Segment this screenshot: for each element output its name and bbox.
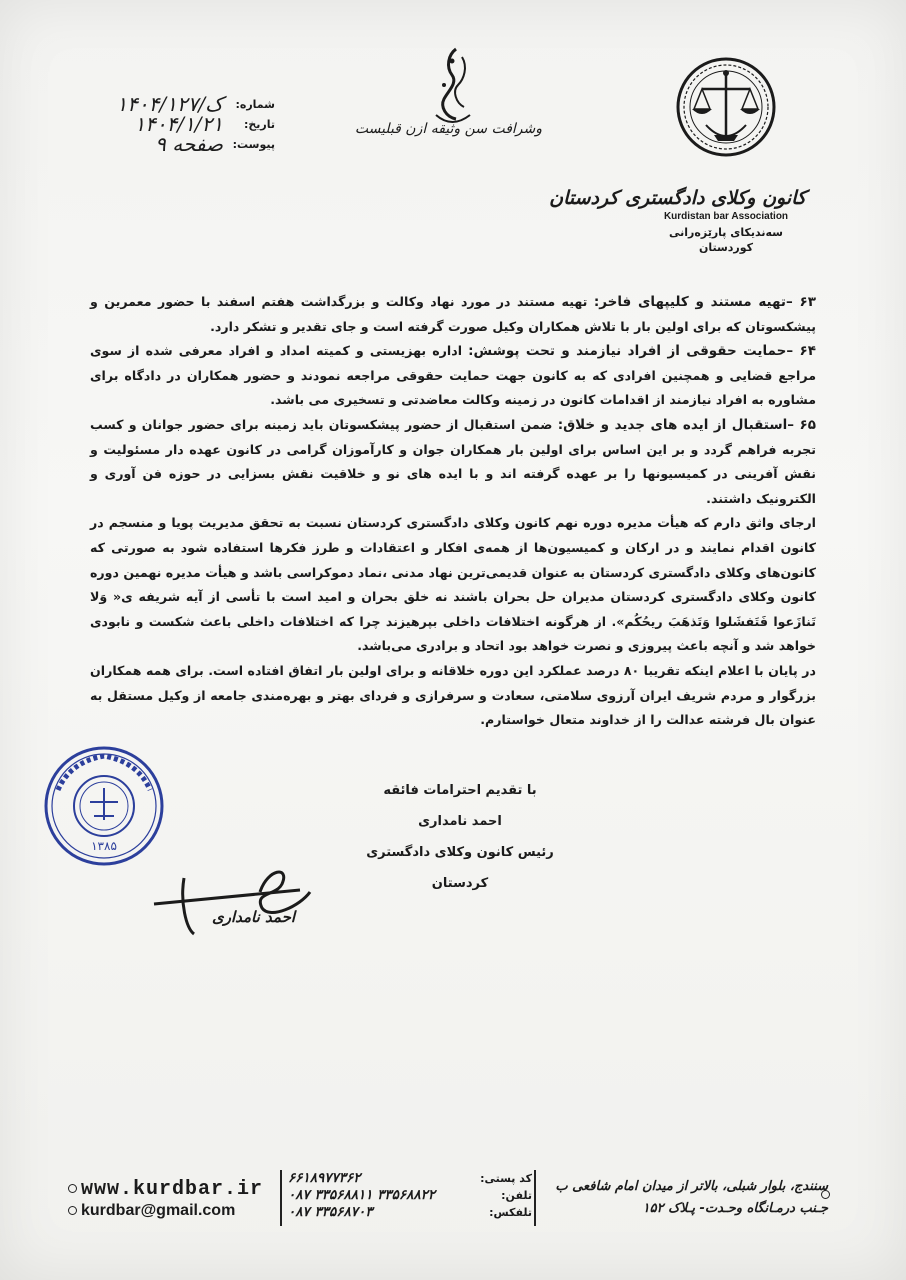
org-name-kurdish bbox=[646, 225, 806, 255]
address-bullet-icon bbox=[821, 1190, 830, 1199]
org-name-kurdish-line1: سەندیکای پارێزەرانی bbox=[669, 226, 783, 239]
date-label: تاریخ: bbox=[243, 118, 275, 131]
closing-regards: با تقدیم احترامات فائقه bbox=[383, 783, 537, 798]
paragraph-64 bbox=[90, 339, 816, 413]
calligraphy-emblem bbox=[354, 45, 542, 155]
official-stamp-icon bbox=[40, 742, 168, 870]
item-text-64: اداره بهزیستی و کمیته امداد و افراد معرفی شده از سوی مراجع قضایی و همچنین افرادی که به کانون جهت حمایت حقوقی مراجعه نمودند و حضور همکاران در دادگاه برای مشاوره به افراد نیازمند از اقدامات کانون در زمینه وکالت معاضدتی و تسخیری می باشد. bbox=[90, 343, 816, 408]
postal-code-label: کد پستی: bbox=[480, 1172, 532, 1185]
signer-name: احمد نامداری bbox=[418, 814, 502, 829]
attachment-label: پیوست: bbox=[232, 138, 275, 151]
website-link[interactable]: www.kurdbar.ir bbox=[81, 1178, 264, 1201]
attachment-row bbox=[85, 132, 275, 156]
contact-labels bbox=[452, 1170, 532, 1221]
fax-label: تلفکس: bbox=[489, 1206, 532, 1219]
email-line bbox=[68, 1202, 235, 1220]
stamp-year: ۱۳۸۵ bbox=[91, 839, 117, 853]
paragraph-hope: ارجای واثق دارم که هیأت مدیره دوره نهم کانون وکلای دادگستری کردستان نسبت به تحقق مدیریت پویا و منسجم در کانون اقدام نمایند و در ارکان و کمیسیون‌ها از همه‌ی افکار و اعتقادات و طرز فکرها استفاده شود به صورتی که کانون‌های وکلای دادگستری کردستان به عنوان قدیمی‌ترین نهاد مدنی ،نماد دموکراسی باشد و هیأت مدیره نهمین دوره کانون وکلای دادگستری کردستان مدیران حل بحران باشند نه خلق بحران و امید است با تأسی از آیه شریفه ی« وَلا تَنازَعوا فَتَفشَلوا وَتَذهَبَ ريحُكُم». از هرگونه اختلافات داخلی بپرهیزند چرا که اختلافات داخلی باعث شکست و نابودی خواهد شد و آنچه باعث پیروزی و نصرت خواهد بود اتحاد و برادری می‌باشد. bbox=[90, 515, 816, 654]
email-link[interactable]: kurdbar@gmail.com bbox=[81, 1202, 236, 1219]
handwritten-signature-icon bbox=[150, 862, 330, 942]
letter-body bbox=[90, 290, 816, 733]
fax-value: ۰۸۷ ۳۳۵۶۸۷۰۳ bbox=[288, 1204, 373, 1220]
paragraph-63 bbox=[90, 290, 816, 339]
item-heading-63: تهیه مستند و کلیپهای فاخر: bbox=[593, 294, 786, 310]
item-text-65: ضمن استقبال از حضور پیشکسوتان باید زمینه برای حضور جوانان و کسب تجربه فراهم گردد و بر این اساس برای اولین بار همکاران جوان و کارآموزان گرامی در کانون عهده دار مسئولیت و نقش آفرینی در کمیسیونها را بر عهده گرفته اند و با ایده های نو و خلاقیت نقش بسزایی در حوزه فن آوری و الکترونیک داشتند. bbox=[90, 416, 816, 506]
item-heading-64: حمایت حقوقی از افراد نیازمند و تحت پوشش: bbox=[468, 343, 787, 360]
org-name-kurdish-line2: کوردستان bbox=[698, 241, 754, 254]
website-line bbox=[68, 1178, 263, 1201]
address-line-1: سنندج، بلوار شبلی، بالاتر از میدان امام شافعی ب bbox=[555, 1179, 828, 1194]
paragraph-65 bbox=[90, 413, 816, 511]
email-bullet-icon bbox=[68, 1206, 77, 1215]
postal-code-value: ۶۶۱۸۹۷۷۳۶۲ bbox=[288, 1170, 361, 1186]
website-bullet-icon bbox=[68, 1184, 77, 1193]
closing-block bbox=[360, 775, 560, 899]
address-block bbox=[538, 1176, 828, 1220]
association-logo-block bbox=[549, 55, 806, 255]
signer-title: رئیس کانون وکلای دادگستری کردستان bbox=[366, 845, 554, 891]
emblem-motto: وشرافت سن وثیقه ازن قبلیست bbox=[354, 121, 542, 137]
org-name-persian: کانون وکلای دادگستری کردستان bbox=[549, 187, 806, 209]
footer-divider-left bbox=[280, 1170, 282, 1226]
scales-of-justice-logo-icon bbox=[674, 55, 778, 159]
item-heading-65: استقبال از ایده های جدید و خلاق: bbox=[557, 416, 788, 433]
item-number-65: ۶۵ – bbox=[787, 416, 817, 433]
attachment-value: صفحه ۹ bbox=[155, 132, 223, 156]
number-value: ۱۴۰۴/ک/۱۲۷ bbox=[116, 92, 223, 116]
number-label: شماره: bbox=[235, 98, 275, 111]
footer-divider-right bbox=[534, 1170, 536, 1226]
item-number-63: ۶۳ – bbox=[786, 294, 816, 310]
item-text-63: تهیه مستند در مورد نهاد وکالت و بزرگداشت هفتم اسفند با حضور معمرین و پیشکسوتان که برای اولین بار با تلاش همکاران وکیل صورت گرفته است و جای تقدیر و تشکر دارد. bbox=[90, 294, 816, 334]
signature-handwritten-name: احمد نامداری bbox=[212, 908, 296, 926]
address-line-2: جـنب درمـانگاه وحـدت- پـلاک ۱۵۲ bbox=[642, 1201, 828, 1216]
paragraph-closing: در پایان با اعلام اینکه تقریبا ۸۰ درصد عملکرد این دوره خلاقانه و برای اولین بار اتفاق افتاده است. برای همه همکاران بزرگوار و مردم شریف ایران آرزوی سلامتی، سعادت و سرفرازی و فردای بهتر و بهره‌مندی جامعه از وکیل مستقل به عنوان بال فرشته عدالت را از خداوند متعال خواستارم. bbox=[90, 662, 816, 728]
letterhead-footer bbox=[60, 1170, 840, 1226]
date-value: ۱۴۰۴/۱/۲۱ bbox=[134, 112, 223, 136]
item-number-64: ۶۴ – bbox=[786, 343, 816, 360]
contact-numbers bbox=[288, 1170, 448, 1221]
phone-label: تلفن: bbox=[501, 1189, 532, 1202]
letter-metadata bbox=[85, 92, 275, 156]
phone-value: ۰۸۷ ۳۳۵۶۸۸۱۱ ۳۳۵۶۸۸۲۲ bbox=[288, 1187, 436, 1203]
org-name-english: Kurdistan bar Association bbox=[663, 211, 789, 222]
calligraphy-mark-icon bbox=[422, 45, 482, 133]
